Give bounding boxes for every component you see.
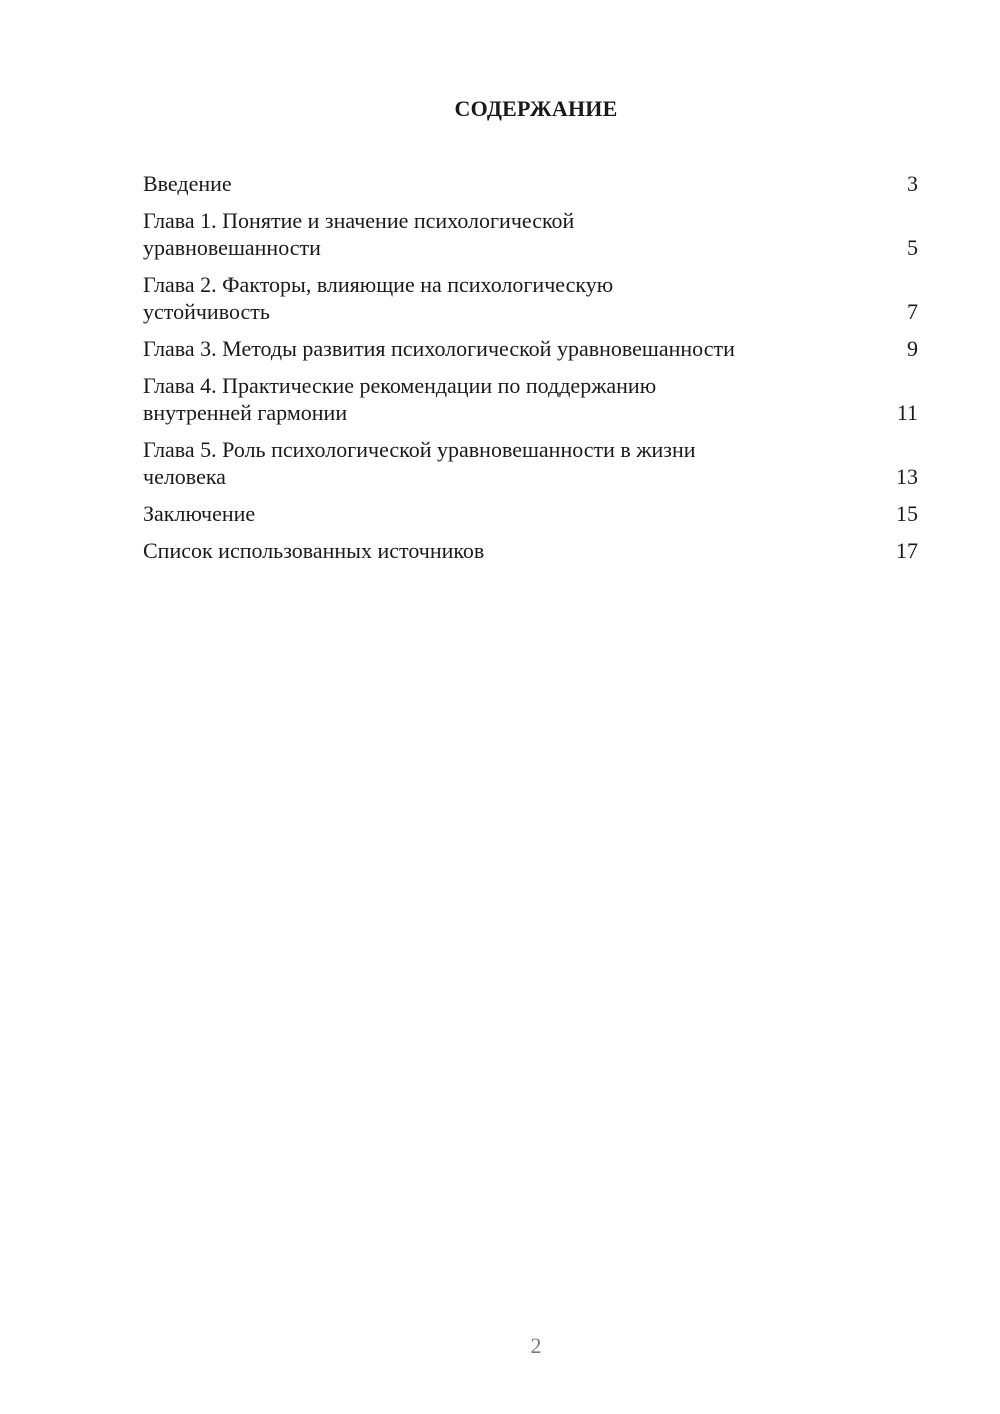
toc-entry-text: Глава 5. Роль психологической уравновешанности в жизни человека [143,437,696,489]
toc-entry-chapter-5[interactable] [143,436,918,490]
toc-entry-page: 17 [896,538,918,563]
table-of-contents [143,170,918,574]
toc-entry-page: 7 [907,299,918,324]
toc-entry-text: Список использованных источников [143,538,485,563]
toc-entry-text: Глава 3. Методы развития психологической уравновешанности [143,336,735,361]
toc-entry-chapter-1[interactable] [143,207,918,261]
toc-entry-page: 5 [907,235,918,260]
toc-entry-page: 9 [907,336,918,361]
toc-entry-text: Заключение [143,501,256,526]
toc-entry-chapter-3[interactable] [143,335,918,362]
toc-entry-references[interactable] [143,537,918,564]
toc-entry-chapter-2[interactable] [143,271,918,325]
toc-entry-text: Глава 2. Факторы, влияющие на психологическую устойчивость [143,272,614,324]
toc-entry-text: Глава 1. Понятие и значение психологической уравновешанности [143,208,575,260]
toc-entry-chapter-4[interactable] [143,372,918,426]
toc-entry-introduction[interactable] [143,170,918,197]
toc-entry-page: 11 [896,400,918,425]
toc-entry-text: Глава 4. Практические рекомендации по поддержанию внутренней гармонии [143,373,657,425]
toc-entry-page: 15 [896,501,918,526]
toc-entry-text: Введение [143,171,232,196]
toc-entry-page: 13 [896,464,918,489]
toc-entry-conclusion[interactable] [143,500,918,527]
toc-entry-page: 3 [907,171,918,196]
toc-title: СОДЕРЖАНИЕ [454,96,618,121]
page-number: 2 [530,1333,542,1358]
